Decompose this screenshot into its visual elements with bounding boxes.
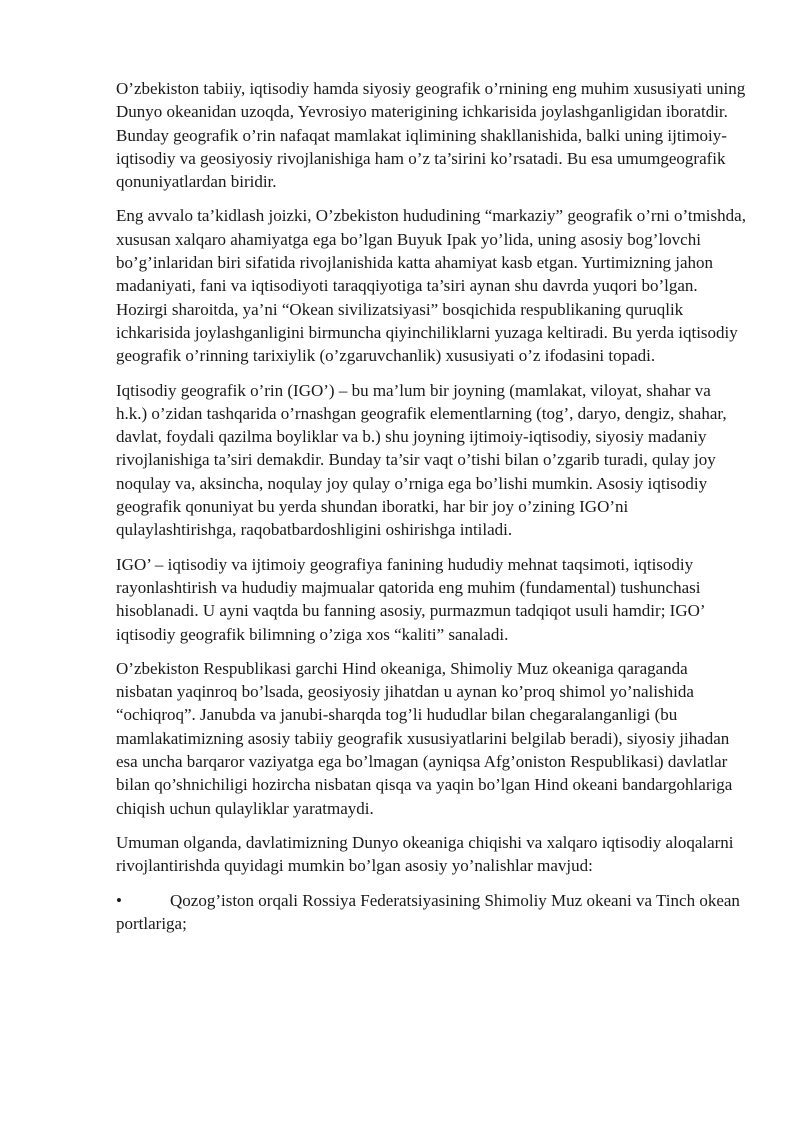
paragraph-6: Umuman olganda, davlatimizning Dunyo okeaniga chiqishi va xalqaro iqtisodiy aloqalarni rivojlantirishda quyidagi mumkin bo’lgan asosiy yo’nalishlar mavjud: xyxy=(116,832,734,876)
bullet-marker: • xyxy=(116,890,122,910)
paragraph-1: O’zbekiston tabiiy, iqtisodiy hamda siyosiy geografik o’rnining eng muhim xususiyati uning Dunyo okeanidan uzoqda, Yevrosiyo materigining ichkarisida joylashganligidan iboratdir. Bunday geografik o’rin nafaqat mamlakat iqlimining shakllanishida, balki uning ijtimoiy-iqtisodiy va geosiyosiy rivojlanishiga ham o’z ta’sirini ko’rsatadi. Bu esa umumgeografik qonuniyatlardan biridir. xyxy=(116,79,746,192)
paragraph-3: Iqtisodiy geografik o’rin (IGO’) – bu ma’lum bir joyning (mamlakat, viloyat, shahar va h.k.) o’zidan tashqarida o’rnashgan geografik elementlarning (tog’, daryo, dengiz, shahar, davlat, foydali qazilma boyliklar va b.) shu joyning ijtimoiy-iqtisodiy, siyosiy madaniy rivojlanishiga ta’siri demakdir. Bunday ta’sir vaqt o’tishi bilan o’zgarib turadi, qulay joy noqulay va, aksincha, noqulay joy qulay o’rniga ega bo’lishi mumkin. Asosiy iqtisodiy geografik qonuniyat bu yerda shundan iboratki, har bir joy o’zining IGO’ni qulaylashtirishga, raqobatbardoshligini oshirishga intiladi. xyxy=(116,380,727,540)
paragraph-2: Eng avvalo ta’kidlash joizki, O’zbekiston hududining “markaziy” geografik o’rni o’tmishda, xususan xalqaro ahamiyatga ega bo’lgan Buyuk Ipak yo’lida, uning asosiy bog’lovchi bo’g’inlaridan biri sifatida rivojlanishida katta ahamiyat kasb etgan. Yurtimizning jahon madaniyati, fani va iqtisodiyoti taraqqiyotiga ta’siri aynan shu davrda yuqori bo’lgan. Hozirgi sharoitda, ya’ni “Okean sivilizatsiyasi” bosqichida respublikaning quruqlik ichkarisida joylashganligini birmuncha qiyinchiliklarni yuzaga keltiradi. Bu yerda iqtisodiy geografik o’rinning tarixiylik (o’zgaruvchanlik) xususiyati o’z ifodasini topadi. xyxy=(116,206,746,366)
paragraph-4: IGO’ – iqtisodiy va ijtimoiy geografiya fanining hududiy mehnat taqsimoti, iqtisodiy rayonlashtirish va hududiy majmualar qatorida eng muhim (fundamental) tushunchasi hisoblanadi. U ayni vaqtda bu fanning asosiy, purmazmun tadqiqot usuli hamdir; IGO’ iqtisodiy geografik bilimning o’ziga xos “kaliti” sanaladi. xyxy=(116,554,705,644)
paragraph-5: O’zbekiston Respublikasi garchi Hind okeaniga, Shimoliy Muz okeaniga qaraganda nisbatan yaqinroq bo’lsada, geosiyosiy jihatdan u aynan ko’proq shimol yo’nalishida “ochiqroq”. Janubda va janubi-sharqda tog’li hududlar bilan chegaralanganligi (bu mamlakatimizning asosiy tabiiy geografik xususiyatlarini belgilab beradi), siyosiy jihadan esa uncha barqaror vaziyatga ega bo’lmagan (ayniqsa Afg’oniston Respublikasi) davlatlar bilan qo’shnichiligi hozircha nisbatan qisqa va yaqin bo’lgan Hind okeani bandargohlariga chiqish uchun qulayliklar yaratmaydi. xyxy=(116,658,733,818)
document-page xyxy=(116,77,746,935)
bullet-text: Qozog’iston orqali Rossiya Federatsiyasining Shimoliy Muz okeani va Tinch okean portlariga; xyxy=(116,890,740,933)
bullet-item-1 xyxy=(116,889,746,936)
